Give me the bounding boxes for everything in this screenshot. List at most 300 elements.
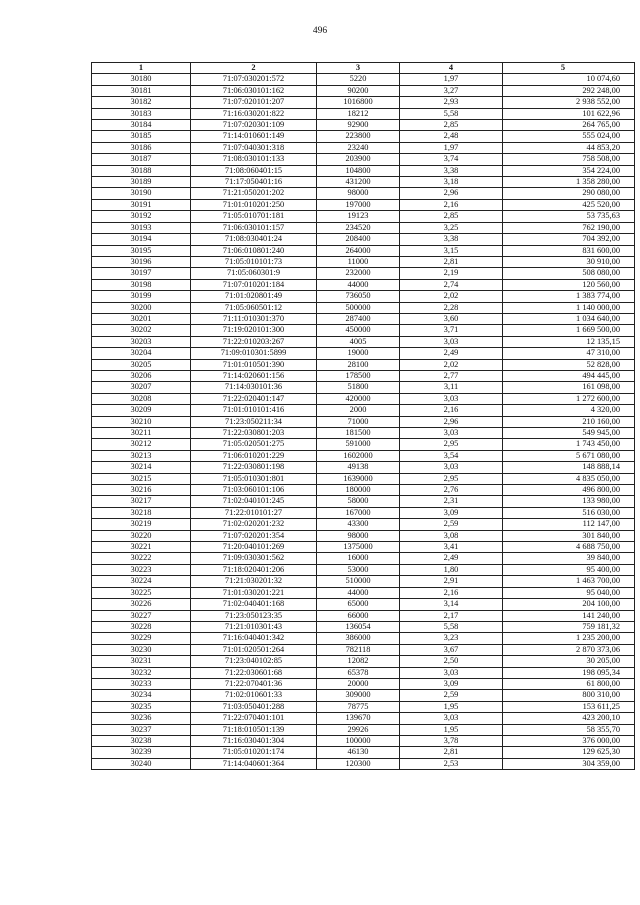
- area-cell: 1639000: [317, 473, 400, 484]
- rate-cell: 1,97: [400, 74, 503, 85]
- table-row: [92, 291, 635, 302]
- page-number: 496: [312, 26, 328, 36]
- row-number-cell: 30230: [92, 644, 191, 655]
- cadastral-number-cell: 71:22:070401:101: [191, 713, 317, 724]
- area-cell: 431200: [317, 177, 400, 188]
- table-row: [92, 633, 635, 644]
- area-cell: 65000: [317, 599, 400, 610]
- rate-cell: 2,16: [400, 405, 503, 416]
- area-cell: 180000: [317, 485, 400, 496]
- rate-cell: 3,14: [400, 599, 503, 610]
- value-cell: 12 135,15: [503, 336, 635, 347]
- cadastral-number-cell: 71:07:030201:572: [191, 74, 317, 85]
- cadastral-number-cell: 71:08:060401:15: [191, 165, 317, 176]
- table-row: [92, 599, 635, 610]
- row-number-cell: 30218: [92, 507, 191, 518]
- cadastral-number-cell: 71:02:040401:168: [191, 599, 317, 610]
- table-row: [92, 97, 635, 108]
- cadastral-number-cell: 71:21:030201:32: [191, 576, 317, 587]
- row-number-cell: 30208: [92, 393, 191, 404]
- table-row: [92, 85, 635, 96]
- area-cell: 782118: [317, 644, 400, 655]
- table-row: [92, 131, 635, 142]
- area-cell: 736050: [317, 291, 400, 302]
- row-number-cell: 30219: [92, 519, 191, 530]
- rate-cell: 3,15: [400, 245, 503, 256]
- area-cell: 98000: [317, 530, 400, 541]
- table-row: [92, 656, 635, 667]
- cadastral-number-cell: 71:02:010601:33: [191, 690, 317, 701]
- cadastral-number-cell: 71:22:030801:198: [191, 462, 317, 473]
- value-cell: 494 445,00: [503, 370, 635, 381]
- value-cell: 53 735,63: [503, 211, 635, 222]
- cadastral-number-cell: 71:17:050401:16: [191, 177, 317, 188]
- cadastral-number-cell: 71:01:020801:49: [191, 291, 317, 302]
- rate-cell: 5,58: [400, 621, 503, 632]
- area-cell: 203900: [317, 154, 400, 165]
- cadastral-number-cell: 71:11:010301:370: [191, 313, 317, 324]
- cadastral-number-cell: 71:18:020401:206: [191, 564, 317, 575]
- area-cell: 139670: [317, 713, 400, 724]
- value-cell: 376 000,00: [503, 735, 635, 746]
- value-cell: 1 743 450,00: [503, 439, 635, 450]
- rate-cell: 3,78: [400, 735, 503, 746]
- area-cell: 43300: [317, 519, 400, 530]
- cadastral-number-cell: 71:22:070401:36: [191, 678, 317, 689]
- cadastral-number-cell: 71:07:020101:207: [191, 97, 317, 108]
- table-row: [92, 348, 635, 359]
- area-cell: 44000: [317, 279, 400, 290]
- cadastral-number-cell: 71:22:020401:147: [191, 393, 317, 404]
- rate-cell: 3,03: [400, 393, 503, 404]
- data-table: [91, 62, 635, 770]
- area-cell: 197000: [317, 199, 400, 210]
- row-number-cell: 30192: [92, 211, 191, 222]
- cadastral-number-cell: 71:09:010301:5899: [191, 348, 317, 359]
- row-number-cell: 30206: [92, 370, 191, 381]
- value-cell: 148 888,14: [503, 462, 635, 473]
- value-cell: 4 835 050,00: [503, 473, 635, 484]
- row-number-cell: 30237: [92, 724, 191, 735]
- value-cell: 264 765,00: [503, 120, 635, 131]
- rate-cell: 3,54: [400, 450, 503, 461]
- rate-cell: 3,03: [400, 428, 503, 439]
- cadastral-number-cell: 71:05:010701:181: [191, 211, 317, 222]
- value-cell: 516 030,00: [503, 507, 635, 518]
- value-cell: 204 100,00: [503, 599, 635, 610]
- row-number-cell: 30184: [92, 120, 191, 131]
- area-cell: 309000: [317, 690, 400, 701]
- area-cell: 46130: [317, 747, 400, 758]
- row-number-cell: 30217: [92, 496, 191, 507]
- value-cell: 354 224,00: [503, 165, 635, 176]
- table-row: [92, 313, 635, 324]
- area-cell: 65378: [317, 667, 400, 678]
- cadastral-number-cell: 71:01:030201:221: [191, 587, 317, 598]
- area-cell: 386000: [317, 633, 400, 644]
- cadastral-number-cell: 71:23:040102:85: [191, 656, 317, 667]
- value-cell: 304 359,00: [503, 758, 635, 769]
- table-row: [92, 108, 635, 119]
- cadastral-number-cell: 71:22:030601:68: [191, 667, 317, 678]
- row-number-cell: 30228: [92, 621, 191, 632]
- table-row: [92, 370, 635, 381]
- table-row: [92, 120, 635, 131]
- area-cell: 71000: [317, 416, 400, 427]
- table-row: [92, 530, 635, 541]
- value-cell: 44 853,20: [503, 142, 635, 153]
- cadastral-number-cell: 71:21:010301:43: [191, 621, 317, 632]
- value-cell: 555 024,00: [503, 131, 635, 142]
- rate-cell: 3,03: [400, 462, 503, 473]
- rate-cell: 3,03: [400, 336, 503, 347]
- rate-cell: 2,53: [400, 758, 503, 769]
- table-row: [92, 564, 635, 575]
- table-row: [92, 405, 635, 416]
- row-number-cell: 30199: [92, 291, 191, 302]
- area-cell: 232000: [317, 268, 400, 279]
- cadastral-number-cell: 71:21:050201:202: [191, 188, 317, 199]
- rate-cell: 3,60: [400, 313, 503, 324]
- row-number-cell: 30215: [92, 473, 191, 484]
- row-number-cell: 30236: [92, 713, 191, 724]
- rate-cell: 1,80: [400, 564, 503, 575]
- table-row: [92, 724, 635, 735]
- area-cell: 90200: [317, 85, 400, 96]
- row-number-cell: 30195: [92, 245, 191, 256]
- value-cell: 4 688 750,00: [503, 542, 635, 553]
- rate-cell: 2,17: [400, 610, 503, 621]
- area-cell: 500000: [317, 302, 400, 313]
- cadastral-number-cell: 71:23:050211:34: [191, 416, 317, 427]
- value-cell: 290 080,00: [503, 188, 635, 199]
- value-cell: 2 938 552,00: [503, 97, 635, 108]
- area-cell: 264000: [317, 245, 400, 256]
- cadastral-number-cell: 71:16:040401:342: [191, 633, 317, 644]
- row-number-cell: 30193: [92, 222, 191, 233]
- row-number-cell: 30213: [92, 450, 191, 461]
- row-number-cell: 30204: [92, 348, 191, 359]
- area-cell: 104800: [317, 165, 400, 176]
- rate-cell: 3,23: [400, 633, 503, 644]
- area-cell: 234520: [317, 222, 400, 233]
- rate-cell: 2,85: [400, 211, 503, 222]
- table-row: [92, 587, 635, 598]
- area-cell: 18212: [317, 108, 400, 119]
- rate-cell: 3,09: [400, 678, 503, 689]
- row-number-cell: 30221: [92, 542, 191, 553]
- value-cell: 52 828,00: [503, 359, 635, 370]
- cadastral-number-cell: 71:22:030801:203: [191, 428, 317, 439]
- table-row: [92, 678, 635, 689]
- area-cell: 181500: [317, 428, 400, 439]
- area-cell: 92900: [317, 120, 400, 131]
- area-cell: 167000: [317, 507, 400, 518]
- area-cell: 78775: [317, 701, 400, 712]
- rate-cell: 2,85: [400, 120, 503, 131]
- table-row: [92, 553, 635, 564]
- value-cell: 198 095,34: [503, 667, 635, 678]
- rate-cell: 2,96: [400, 188, 503, 199]
- value-cell: 10 074,60: [503, 74, 635, 85]
- rate-cell: 2,91: [400, 576, 503, 587]
- cadastral-number-cell: 71:01:020501:264: [191, 644, 317, 655]
- table-row: [92, 165, 635, 176]
- row-number-cell: 30182: [92, 97, 191, 108]
- row-number-cell: 30187: [92, 154, 191, 165]
- value-cell: 120 560,00: [503, 279, 635, 290]
- column-header-5: 5: [503, 63, 635, 74]
- table-row: [92, 462, 635, 473]
- area-cell: 208400: [317, 234, 400, 245]
- rate-cell: 2,16: [400, 199, 503, 210]
- row-number-cell: 30183: [92, 108, 191, 119]
- area-cell: 1375000: [317, 542, 400, 553]
- rate-cell: 2,02: [400, 291, 503, 302]
- row-number-cell: 30194: [92, 234, 191, 245]
- row-number-cell: 30210: [92, 416, 191, 427]
- table-row: [92, 325, 635, 336]
- table-row: [92, 142, 635, 153]
- rate-cell: 2,74: [400, 279, 503, 290]
- table-row: [92, 735, 635, 746]
- table-row: [92, 713, 635, 724]
- row-number-cell: 30234: [92, 690, 191, 701]
- row-number-cell: 30181: [92, 85, 191, 96]
- area-cell: 58000: [317, 496, 400, 507]
- cadastral-number-cell: 71:07:040301:318: [191, 142, 317, 153]
- cadastral-number-cell: 71:08:030401:24: [191, 234, 317, 245]
- rate-cell: 1,97: [400, 142, 503, 153]
- rate-cell: 5,58: [400, 108, 503, 119]
- row-number-cell: 30196: [92, 256, 191, 267]
- value-cell: 95 040,00: [503, 587, 635, 598]
- value-cell: 2 870 373,06: [503, 644, 635, 655]
- rate-cell: 2,59: [400, 690, 503, 701]
- value-cell: 30 205,00: [503, 656, 635, 667]
- cadastral-number-cell: 71:02:040101:245: [191, 496, 317, 507]
- row-number-cell: 30233: [92, 678, 191, 689]
- area-cell: 19000: [317, 348, 400, 359]
- value-cell: 61 800,00: [503, 678, 635, 689]
- table-row: [92, 199, 635, 210]
- table-row: [92, 177, 635, 188]
- row-number-cell: 30198: [92, 279, 191, 290]
- value-cell: 161 098,00: [503, 382, 635, 393]
- area-cell: 100000: [317, 735, 400, 746]
- area-cell: 1602000: [317, 450, 400, 461]
- rate-cell: 3,71: [400, 325, 503, 336]
- cadastral-number-cell: 71:07:020301:109: [191, 120, 317, 131]
- rate-cell: 2,96: [400, 416, 503, 427]
- rate-cell: 2,50: [400, 656, 503, 667]
- cadastral-number-cell: 71:07:010201:184: [191, 279, 317, 290]
- cadastral-number-cell: 71:05:010201:174: [191, 747, 317, 758]
- cadastral-number-cell: 71:05:020501:275: [191, 439, 317, 450]
- cadastral-number-cell: 71:22:010203:267: [191, 336, 317, 347]
- row-number-cell: 30225: [92, 587, 191, 598]
- table-header-row: [92, 63, 635, 74]
- row-number-cell: 30238: [92, 735, 191, 746]
- value-cell: 508 080,00: [503, 268, 635, 279]
- row-number-cell: 30235: [92, 701, 191, 712]
- rate-cell: 3,74: [400, 154, 503, 165]
- area-cell: 28100: [317, 359, 400, 370]
- rate-cell: 2,31: [400, 496, 503, 507]
- row-number-cell: 30190: [92, 188, 191, 199]
- area-cell: 4005: [317, 336, 400, 347]
- cadastral-number-cell: 71:23:050123:35: [191, 610, 317, 621]
- table-row: [92, 245, 635, 256]
- column-header-2: 2: [191, 63, 317, 74]
- row-number-cell: 30227: [92, 610, 191, 621]
- column-header-1: 1: [92, 63, 191, 74]
- table-row: [92, 473, 635, 484]
- cadastral-number-cell: 71:06:010201:229: [191, 450, 317, 461]
- cadastral-number-cell: 71:14:010601:149: [191, 131, 317, 142]
- cadastral-number-cell: 71:07:020201:354: [191, 530, 317, 541]
- row-number-cell: 30188: [92, 165, 191, 176]
- value-cell: 30 910,00: [503, 256, 635, 267]
- value-cell: 95 400,00: [503, 564, 635, 575]
- row-number-cell: 30216: [92, 485, 191, 496]
- row-number-cell: 30180: [92, 74, 191, 85]
- table-row: [92, 485, 635, 496]
- value-cell: 831 600,00: [503, 245, 635, 256]
- area-cell: 420000: [317, 393, 400, 404]
- cadastral-number-cell: 71:02:020201:232: [191, 519, 317, 530]
- rate-cell: 2,48: [400, 131, 503, 142]
- value-cell: 141 240,00: [503, 610, 635, 621]
- rate-cell: 2,81: [400, 256, 503, 267]
- rate-cell: 3,38: [400, 165, 503, 176]
- rate-cell: 2,28: [400, 302, 503, 313]
- value-cell: 4 320,00: [503, 405, 635, 416]
- value-cell: 423 200,10: [503, 713, 635, 724]
- rate-cell: 3,25: [400, 222, 503, 233]
- area-cell: 51800: [317, 382, 400, 393]
- row-number-cell: 30200: [92, 302, 191, 313]
- row-number-cell: 30186: [92, 142, 191, 153]
- cadastral-number-cell: 71:01:010201:250: [191, 199, 317, 210]
- table-row: [92, 268, 635, 279]
- cadastral-number-cell: 71:08:030101:133: [191, 154, 317, 165]
- table-row: [92, 302, 635, 313]
- row-number-cell: 30239: [92, 747, 191, 758]
- table-row: [92, 336, 635, 347]
- row-number-cell: 30231: [92, 656, 191, 667]
- value-cell: 1 034 640,00: [503, 313, 635, 324]
- cadastral-number-cell: 71:05:010301:801: [191, 473, 317, 484]
- area-cell: 11000: [317, 256, 400, 267]
- area-cell: 178500: [317, 370, 400, 381]
- row-number-cell: 30189: [92, 177, 191, 188]
- table-row: [92, 382, 635, 393]
- rate-cell: 2,77: [400, 370, 503, 381]
- table-row: [92, 439, 635, 450]
- area-cell: 19123: [317, 211, 400, 222]
- cadastral-number-cell: 71:09:030301:562: [191, 553, 317, 564]
- row-number-cell: 30207: [92, 382, 191, 393]
- cadastral-number-cell: 71:14:030101:36: [191, 382, 317, 393]
- area-cell: 49138: [317, 462, 400, 473]
- value-cell: 58 355,70: [503, 724, 635, 735]
- value-cell: 1 272 600,00: [503, 393, 635, 404]
- table-row: [92, 256, 635, 267]
- row-number-cell: 30240: [92, 758, 191, 769]
- table-row: [92, 393, 635, 404]
- rate-cell: 3,27: [400, 85, 503, 96]
- row-number-cell: 30185: [92, 131, 191, 142]
- table-row: [92, 188, 635, 199]
- area-cell: 20000: [317, 678, 400, 689]
- table-row: [92, 211, 635, 222]
- table-row: [92, 758, 635, 769]
- value-cell: 549 945,00: [503, 428, 635, 439]
- cadastral-number-cell: 71:03:060101:106: [191, 485, 317, 496]
- rate-cell: 2,16: [400, 587, 503, 598]
- table-row: [92, 279, 635, 290]
- value-cell: 112 147,00: [503, 519, 635, 530]
- row-number-cell: 30222: [92, 553, 191, 564]
- rate-cell: 2,49: [400, 348, 503, 359]
- table-row: [92, 644, 635, 655]
- rate-cell: 3,11: [400, 382, 503, 393]
- table-row: [92, 450, 635, 461]
- value-cell: 1 669 500,00: [503, 325, 635, 336]
- table-body: [92, 74, 635, 770]
- rate-cell: 3,18: [400, 177, 503, 188]
- rate-cell: 2,76: [400, 485, 503, 496]
- area-cell: 66000: [317, 610, 400, 621]
- value-cell: 425 520,00: [503, 199, 635, 210]
- value-cell: 1 383 774,00: [503, 291, 635, 302]
- row-number-cell: 30197: [92, 268, 191, 279]
- row-number-cell: 30211: [92, 428, 191, 439]
- value-cell: 1 235 200,00: [503, 633, 635, 644]
- rate-cell: 3,03: [400, 667, 503, 678]
- row-number-cell: 30223: [92, 564, 191, 575]
- cadastral-number-cell: 71:14:020601:156: [191, 370, 317, 381]
- area-cell: 591000: [317, 439, 400, 450]
- rate-cell: 2,95: [400, 473, 503, 484]
- cadastral-number-cell: 71:06:030101:157: [191, 222, 317, 233]
- row-number-cell: 30205: [92, 359, 191, 370]
- row-number-cell: 30209: [92, 405, 191, 416]
- value-cell: 1 140 000,00: [503, 302, 635, 313]
- table-row: [92, 576, 635, 587]
- column-header-4: 4: [400, 63, 503, 74]
- area-cell: 2000: [317, 405, 400, 416]
- table-row: [92, 416, 635, 427]
- value-cell: 800 310,00: [503, 690, 635, 701]
- table-row: [92, 667, 635, 678]
- area-cell: 5220: [317, 74, 400, 85]
- table-row: [92, 359, 635, 370]
- row-number-cell: 30212: [92, 439, 191, 450]
- table-row: [92, 621, 635, 632]
- row-number-cell: 30191: [92, 199, 191, 210]
- table-row: [92, 428, 635, 439]
- area-cell: 29926: [317, 724, 400, 735]
- table-row: [92, 701, 635, 712]
- value-cell: 496 800,00: [503, 485, 635, 496]
- value-cell: 704 392,00: [503, 234, 635, 245]
- table-row: [92, 222, 635, 233]
- row-number-cell: 30226: [92, 599, 191, 610]
- cadastral-number-cell: 71:03:050401:288: [191, 701, 317, 712]
- table-row: [92, 542, 635, 553]
